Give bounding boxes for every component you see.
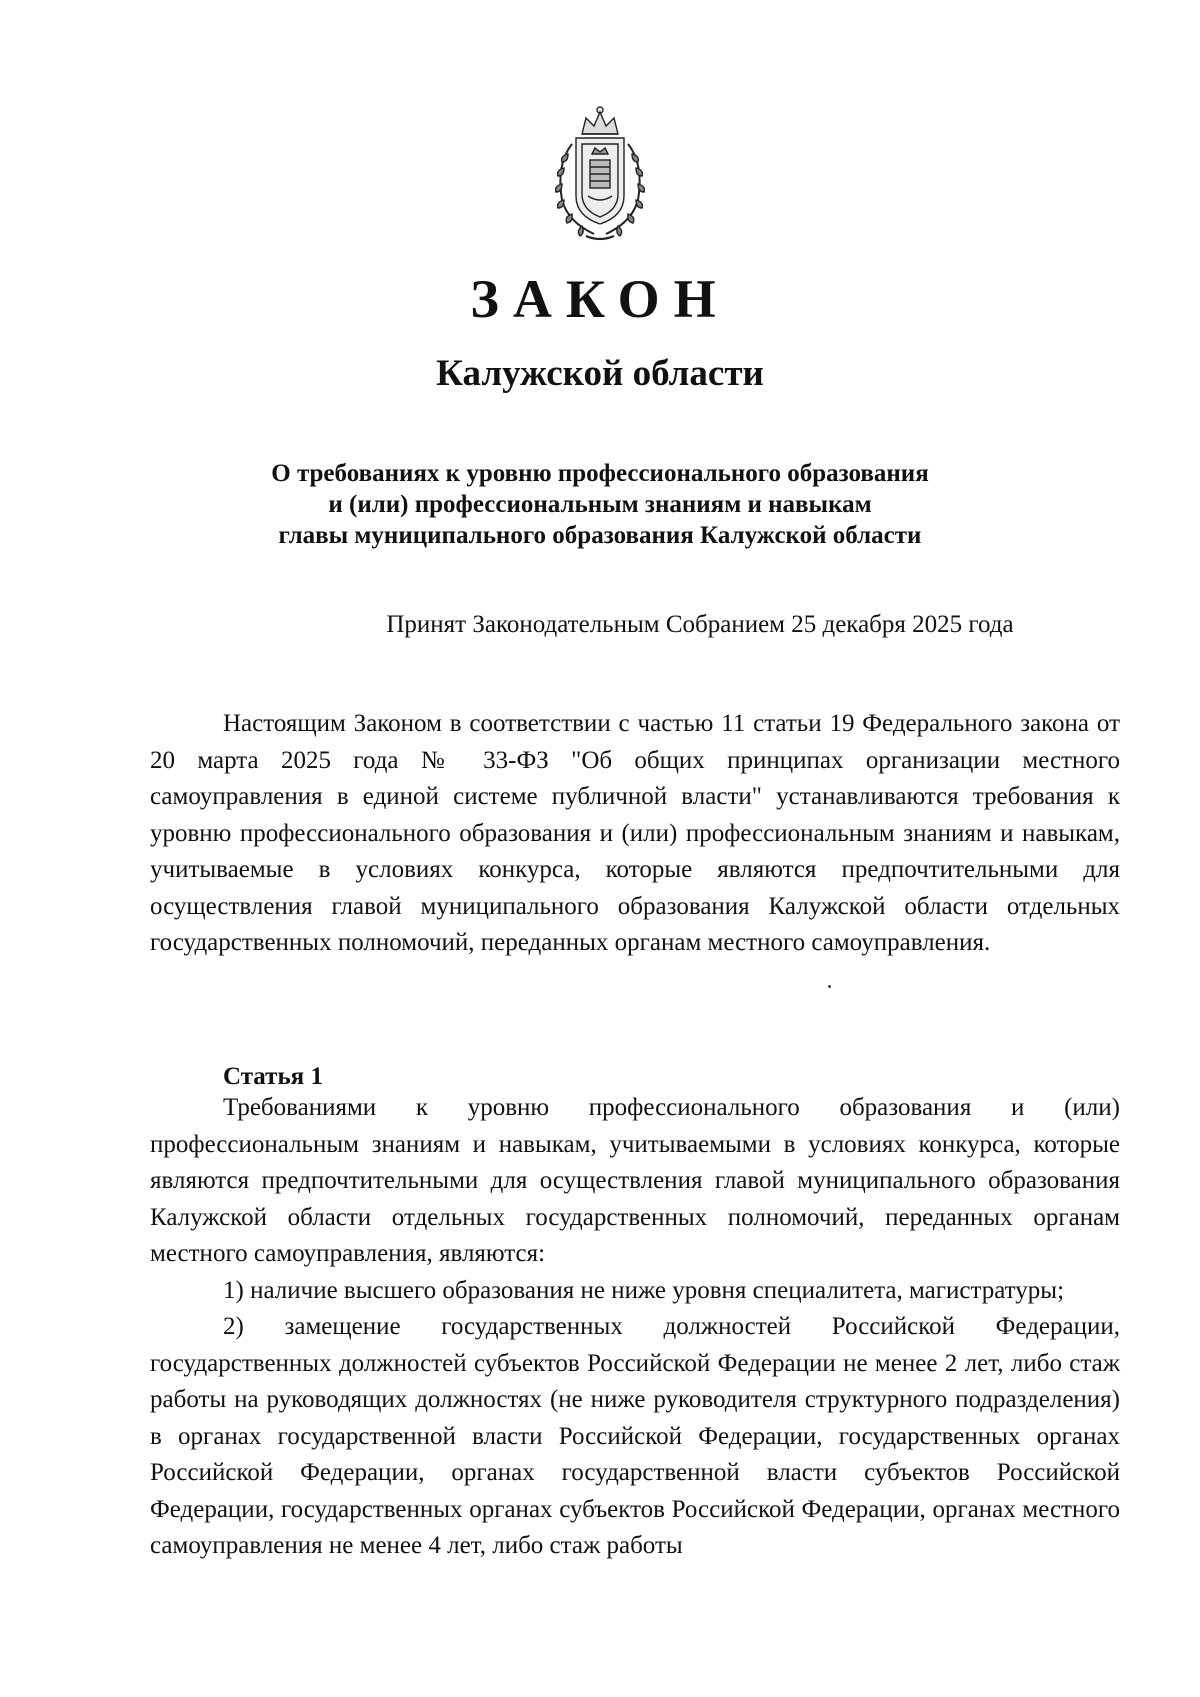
document-region: Калужской области [436, 353, 764, 394]
article-body [150, 1090, 1120, 1565]
article-item-1: 1) наличие высшего образования не ниже уровня специалитета, магистратуры; [223, 1276, 1065, 1304]
scan-speck [828, 985, 831, 988]
document-title: ЗАКОН [470, 269, 730, 329]
article-item-2: 2) замещение государственных должностей Российской Федерации, государственных должностей субъектов Российской Федерации не менее 2 лет, либо стаж работы на руководящих должностях (не ниже руководителя структурного подразделения) в органах государственной власти Российской Федерации, государственных органах Российской Федерации, органах государственной власти субъектов Российской Федерации, государственных органах субъектов Российской Федерации, органах местного самоуправления не менее 4 лет, либо стаж работы [150, 1313, 1120, 1559]
subject-line: О требованиях к уровню профессионального образования [271, 460, 929, 487]
preamble [150, 706, 1120, 962]
subject-line: и (или) профессиональным знаниям и навыкам [328, 491, 872, 518]
subject-line: главы муниципального образования Калужской области [278, 522, 922, 549]
article-heading: Статья 1 [223, 1063, 323, 1090]
kaluga-region-coat-of-arms-icon [538, 104, 662, 244]
document-subject [200, 458, 1000, 551]
article-intro: Требованиями к уровню профессионального образования и (или) профессиональным знаниям и навыкам, учитываемыми в условиях конкурса, которые являются предпочтительными для осуществления главой муниципального образования Калужской области отдельных государственных полномочий, переданных органам местного самоуправления, являются: [150, 1094, 1120, 1267]
adoption-date: Принят Законодательным Собранием 25 декабря 2025 года [386, 611, 1014, 638]
preamble-paragraph: Настоящим Законом в соответствии с частью 11 статьи 19 Федерального закона от 20 марта 2025 года № 33-ФЗ "Об общих принципах организации местного самоуправления в единой системе публичной власти" устанавливаются требования к уровню профессионального образования и (или) профессиональным знаниям и навыкам, учитываемые в условиях конкурса, которые являются предпочтительными для осуществления главой муниципального образования Калужской области отдельных государственных полномочий, переданных органам местного самоуправления. [150, 710, 1120, 956]
